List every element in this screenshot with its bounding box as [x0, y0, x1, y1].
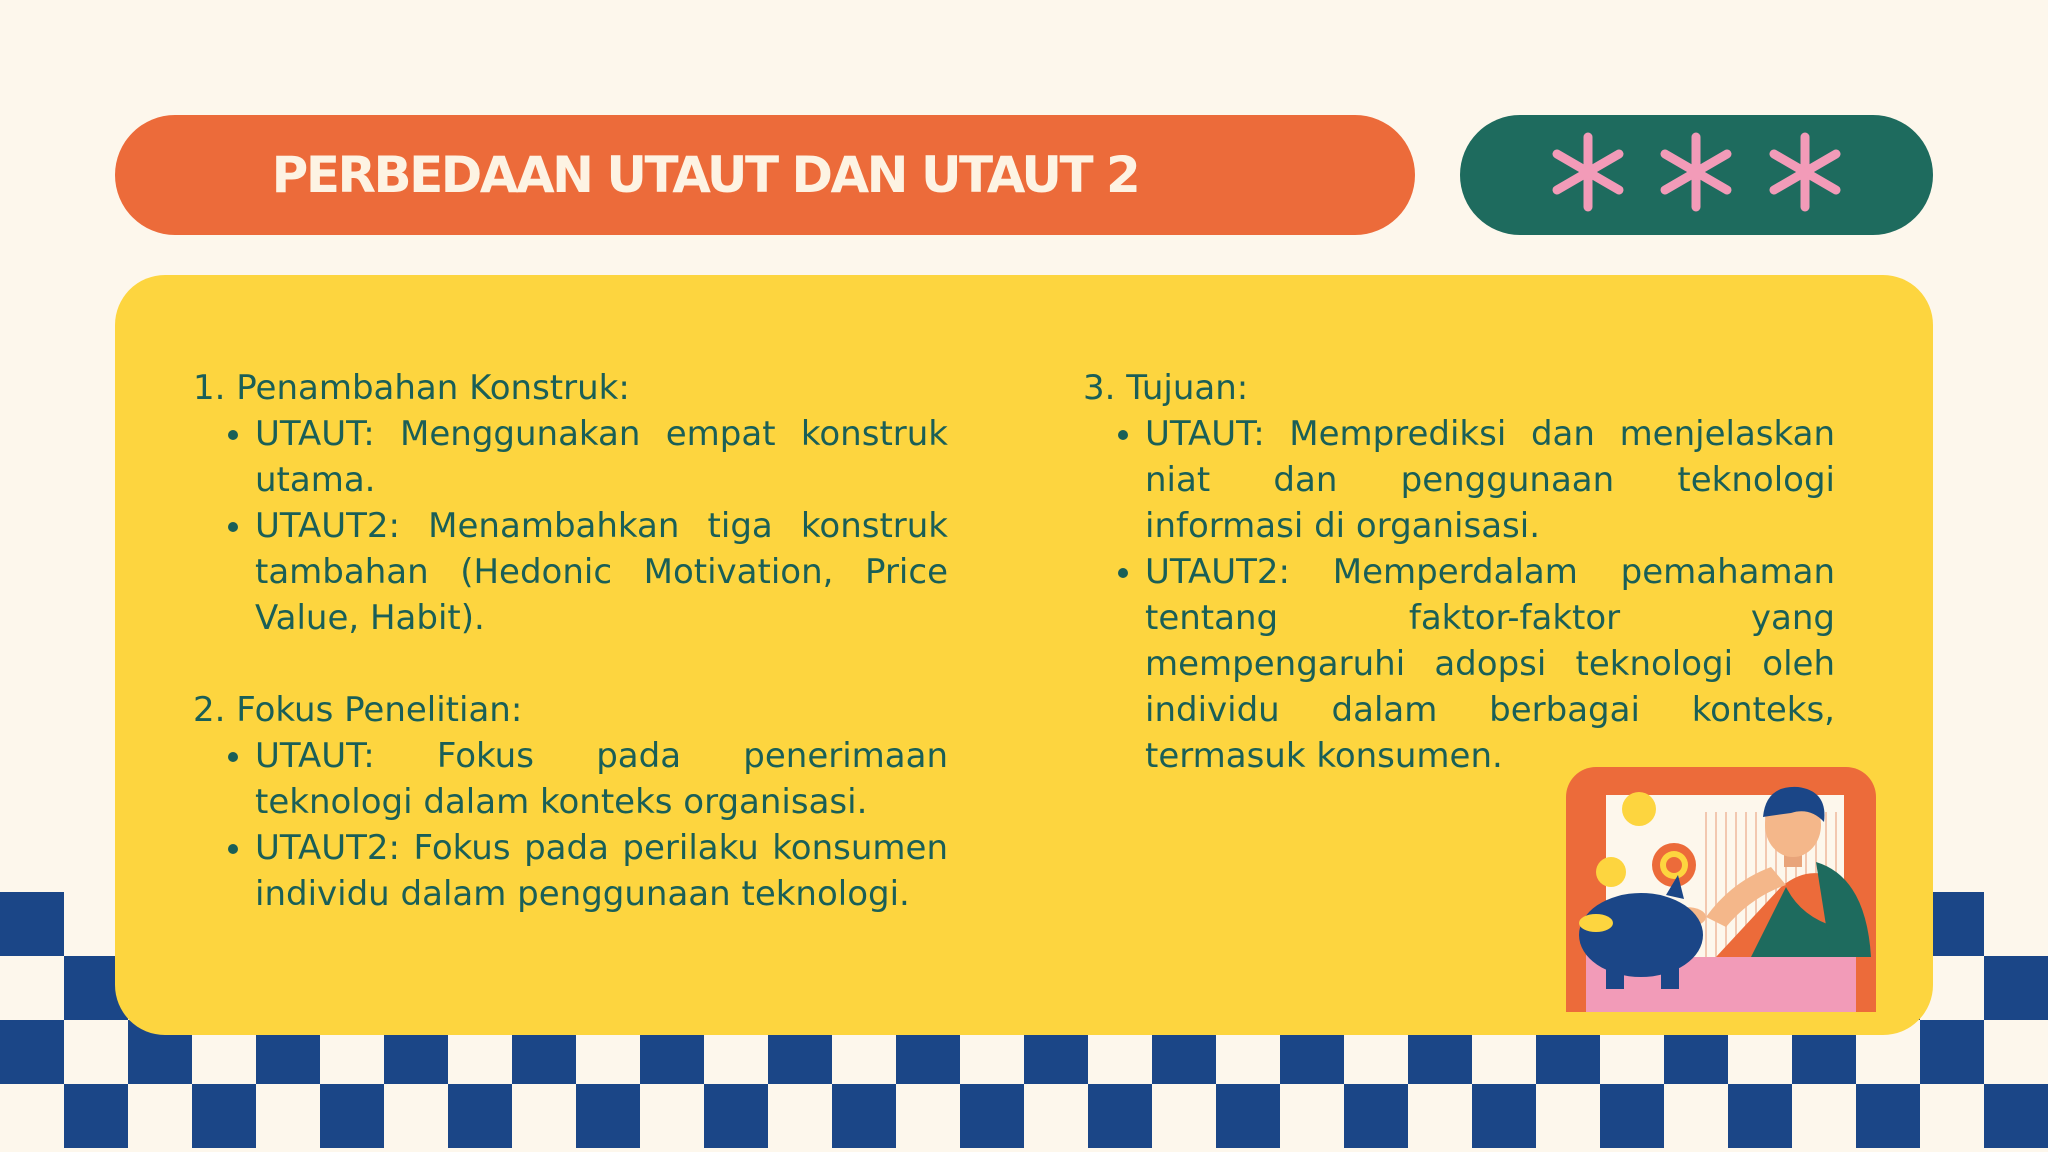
person-saving-coin-piggy-bank-icon — [1566, 767, 1876, 1012]
checker-square — [960, 1084, 1024, 1148]
checker-square — [704, 1084, 768, 1148]
bullet-list-konstruk — [193, 411, 948, 641]
checker-square — [1856, 1084, 1920, 1148]
list-item: • UTAUT2: Memperdalam pemahaman tentang faktor-faktor yang mempengaruhi adopsi teknologi oleh individu dalam berbagai konteks, termasuk konsumen. — [1145, 549, 1835, 779]
checker-square — [1344, 1084, 1408, 1148]
checker-square — [448, 1084, 512, 1148]
title-banner — [115, 115, 1415, 235]
checker-square — [1984, 1084, 2048, 1148]
list-item: • UTAUT: Memprediksi dan menjelaskan niat dan penggunaan teknologi informasi di organisasi. — [1145, 411, 1835, 549]
checker-square — [1984, 956, 2048, 1020]
asterisk-icon — [1557, 137, 1619, 207]
asterisk-icon — [1665, 137, 1727, 207]
list-item: • UTAUT: Menggunakan empat konstruk utama. — [255, 411, 948, 503]
bullet-list-tujuan — [1083, 411, 1835, 779]
list-item: • UTAUT: Fokus pada penerimaan teknologi dalam konteks organisasi. — [255, 733, 948, 825]
checker-square — [1600, 1084, 1664, 1148]
checker-square — [576, 1084, 640, 1148]
checker-square — [1920, 1020, 1984, 1084]
asterisk-icon — [1774, 137, 1836, 207]
checker-square — [320, 1084, 384, 1148]
checker-square — [64, 1084, 128, 1148]
list-item: • UTAUT2: Menambahkan tiga konstruk tambahan (Hedonic Motivation, Price Value, Habit). — [255, 503, 948, 641]
section-heading-tujuan: 3. Tujuan: — [1083, 368, 1249, 408]
left-column — [193, 365, 948, 917]
section-heading-konstruk: 1. Penambahan Konstruk: — [193, 368, 630, 408]
section-heading-fokus: 2. Fokus Penelitian: — [193, 690, 523, 730]
bullet-list-fokus — [193, 733, 948, 917]
checker-square — [0, 892, 64, 956]
checker-square — [1216, 1084, 1280, 1148]
checker-square — [1728, 1084, 1792, 1148]
decoration-banner — [1460, 115, 1933, 235]
list-item: • UTAUT2: Fokus pada perilaku konsumen individu dalam penggunaan teknologi. — [255, 825, 948, 917]
checker-square — [832, 1084, 896, 1148]
checker-square — [1472, 1084, 1536, 1148]
slide-title: PERBEDAAN UTAUT DAN UTAUT 2 — [271, 146, 1139, 204]
checker-square — [0, 1020, 64, 1084]
right-column — [1083, 365, 1835, 779]
checker-square — [192, 1084, 256, 1148]
checker-square — [1088, 1084, 1152, 1148]
